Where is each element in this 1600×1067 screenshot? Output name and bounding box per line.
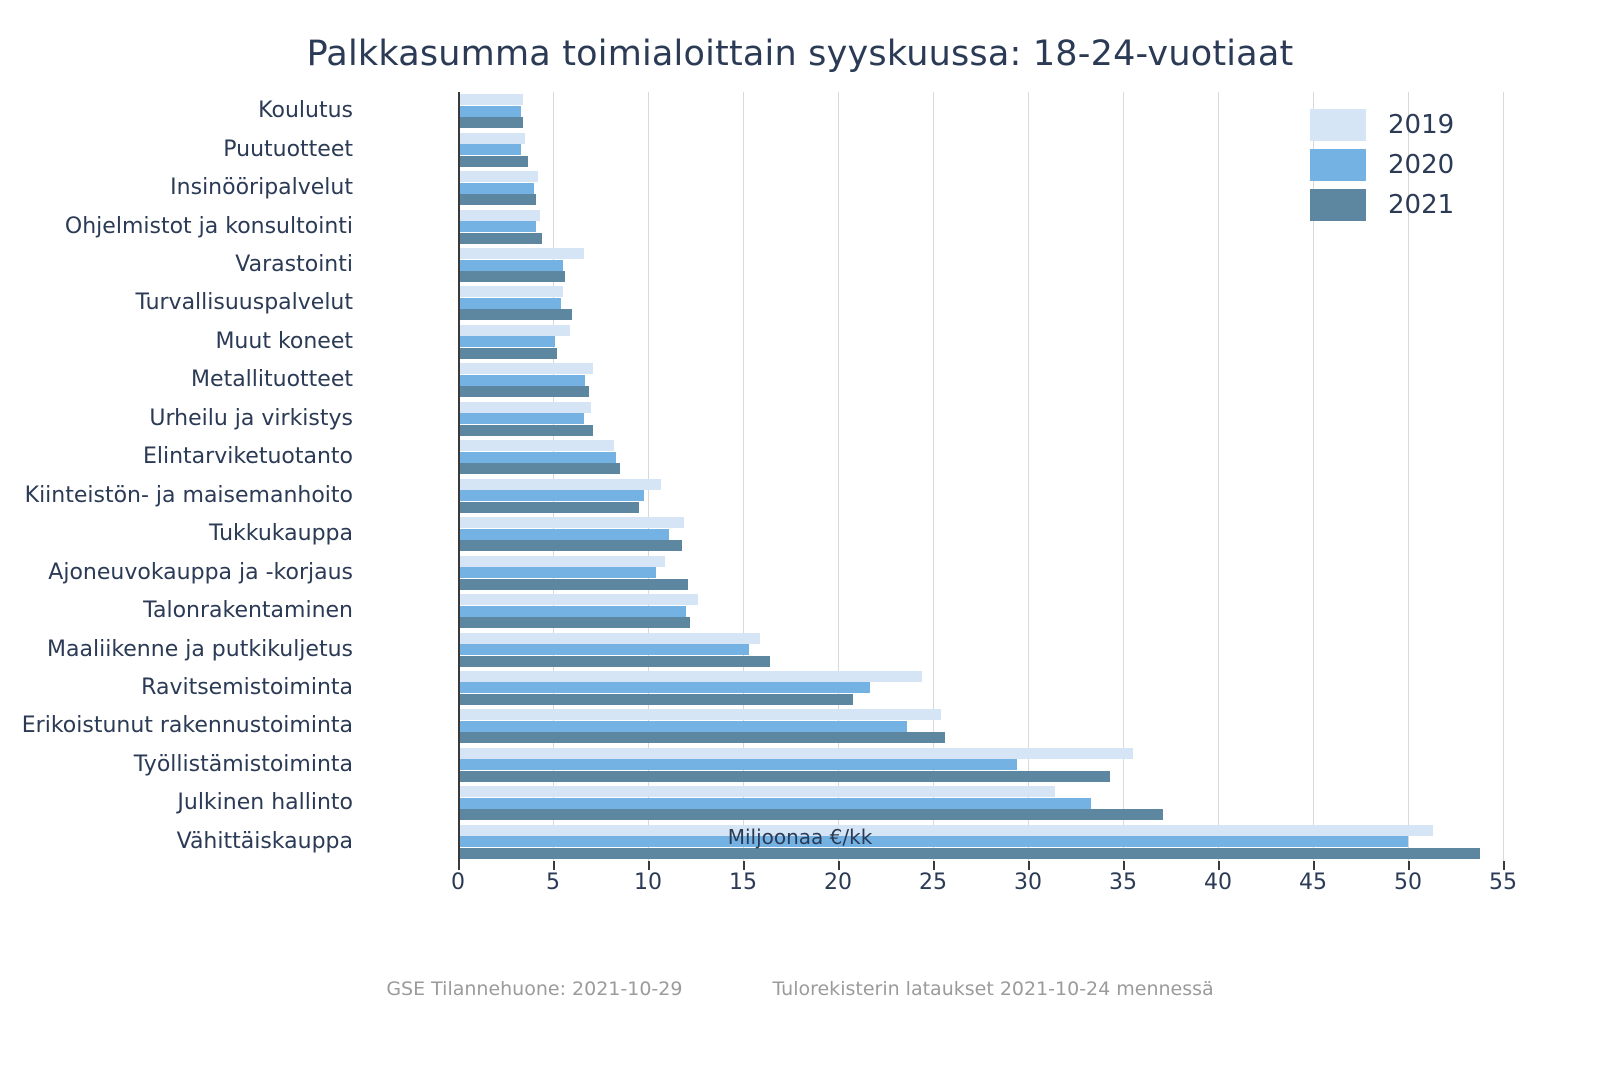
y-axis-category-label: Julkinen hallinto: [177, 790, 353, 816]
footer-source-right: Tulorekisterin lataukset 2021-10-24 mennessä: [772, 978, 1214, 1000]
x-tick-label: 40: [1204, 870, 1232, 895]
gridline: [553, 92, 554, 861]
legend-label-2019: 2019: [1388, 110, 1455, 140]
bar-2019: [460, 363, 593, 374]
bar-2021: [460, 540, 682, 551]
bar-2019: [460, 786, 1055, 797]
bar-2020: [460, 606, 686, 617]
chart-legend: [1310, 105, 1510, 225]
bar-group: [460, 709, 1503, 743]
x-tick-mark: [1313, 861, 1315, 870]
chart-title: Palkkasumma toimialoittain syyskuussa: 18-24-vuotiaat: [306, 34, 1294, 74]
x-tick-mark: [743, 861, 745, 870]
x-tick-label: 0: [451, 870, 465, 895]
y-axis-category-label: Puutuotteet: [223, 136, 353, 162]
bar-2019: [460, 402, 591, 413]
bar-2019: [460, 671, 922, 682]
legend-swatch-icon-2020: [1310, 149, 1366, 181]
bar-2020: [460, 644, 749, 655]
legend-swatch-icon-2019: [1310, 109, 1366, 141]
y-axis-category-label: Urheilu ja virkistys: [149, 405, 353, 431]
gridline: [648, 92, 649, 861]
x-tick-label: 20: [824, 870, 852, 895]
bar-2019: [460, 94, 523, 105]
bar-2019: [460, 633, 760, 644]
bar-2020: [460, 490, 644, 501]
bar-2019: [460, 248, 584, 259]
y-axis-category-label: Koulutus: [258, 98, 353, 124]
bar-group: [460, 633, 1503, 667]
bar-2019: [460, 210, 540, 221]
bar-2020: [460, 798, 1091, 809]
bar-2019: [460, 171, 538, 182]
bar-group: [460, 440, 1503, 474]
bar-2020: [460, 221, 536, 232]
bar-2020: [460, 452, 616, 463]
bar-2021: [460, 194, 536, 205]
bar-2021: [460, 656, 770, 667]
x-tick-mark: [648, 861, 650, 870]
bar-2020: [460, 759, 1017, 770]
legend-item-2021[interactable]: [1310, 185, 1510, 225]
gridline: [1123, 92, 1124, 861]
bar-group: [460, 671, 1503, 705]
gridline: [838, 92, 839, 861]
bar-2021: [460, 809, 1163, 820]
chart-footer: [0, 978, 1600, 1000]
bar-2021: [460, 771, 1110, 782]
bar-group: [460, 363, 1503, 397]
bar-2019: [460, 748, 1133, 759]
x-tick-label: 15: [729, 870, 757, 895]
bar-2020: [460, 375, 585, 386]
x-tick-label: 50: [1394, 870, 1422, 895]
x-tick-label: 55: [1489, 870, 1517, 895]
x-axis-title: Miljoonaa €/kk: [727, 825, 873, 849]
x-tick-mark: [1503, 861, 1505, 870]
legend-item-2019[interactable]: [1310, 105, 1510, 145]
bar-2021: [460, 117, 523, 128]
bar-group: [460, 402, 1503, 436]
bar-2021: [460, 425, 593, 436]
bar-2020: [460, 682, 870, 693]
y-axis-line: [458, 92, 460, 861]
gridline: [933, 92, 934, 861]
bar-2019: [460, 133, 525, 144]
y-axis-category-label: Insinööripalvelut: [170, 175, 353, 201]
bar-2020: [460, 298, 561, 309]
y-axis-category-label: Maaliikenne ja putkikuljetus: [47, 636, 353, 662]
y-axis-category-label: Kiinteistön- ja maisemanhoito: [24, 482, 353, 508]
bar-2020: [460, 721, 907, 732]
bar-2021: [460, 309, 572, 320]
bar-group: [460, 517, 1503, 551]
bar-2020: [460, 529, 669, 540]
y-axis-category-label: Elintarviketuotanto: [142, 444, 353, 470]
y-axis-category-label: Työllistämistoiminta: [133, 751, 353, 777]
y-axis-category-label: Ravitsemistoiminta: [141, 674, 353, 700]
x-tick-label: 10: [634, 870, 662, 895]
bar-2021: [460, 848, 1480, 859]
bar-2020: [460, 106, 521, 117]
bar-group: [460, 748, 1503, 782]
footer-source-left: GSE Tilannehuone: 2021-10-29: [386, 978, 683, 1000]
bar-2020: [460, 260, 563, 271]
bar-group: [460, 248, 1503, 282]
x-tick-mark: [1408, 861, 1410, 870]
x-tick-label: 25: [919, 870, 947, 895]
bar-2020: [460, 567, 656, 578]
bar-2019: [460, 517, 684, 528]
legend-swatch-icon-2021: [1310, 189, 1366, 221]
bar-2021: [460, 617, 690, 628]
bar-2021: [460, 156, 528, 167]
legend-label-2020: 2020: [1388, 150, 1455, 180]
bar-2021: [460, 579, 688, 590]
gridline: [1218, 92, 1219, 861]
x-tick-label: 35: [1109, 870, 1137, 895]
y-axis-category-label: Talonrakentaminen: [143, 598, 353, 624]
bar-2019: [460, 325, 570, 336]
x-tick-mark: [553, 861, 555, 870]
y-axis-category-label: Metallituotteet: [191, 367, 353, 393]
legend-label-2021: 2021: [1388, 190, 1455, 220]
x-tick-mark: [458, 861, 460, 870]
gridline: [1028, 92, 1029, 861]
bar-group: [460, 786, 1503, 820]
bar-group: [460, 479, 1503, 513]
bar-2021: [460, 271, 565, 282]
bar-group: [460, 325, 1503, 359]
bar-2020: [460, 413, 584, 424]
bar-2020: [460, 144, 521, 155]
bar-group: [460, 556, 1503, 590]
bar-2019: [460, 594, 698, 605]
bar-2021: [460, 348, 557, 359]
bar-2019: [460, 556, 665, 567]
x-tick-mark: [933, 861, 935, 870]
bar-2019: [460, 479, 661, 490]
y-axis-category-label: Turvallisuuspalvelut: [135, 290, 353, 316]
legend-item-2020[interactable]: [1310, 145, 1510, 185]
x-tick-mark: [1123, 861, 1125, 870]
bar-2021: [460, 386, 589, 397]
bar-group: [460, 594, 1503, 628]
bar-group: [460, 286, 1503, 320]
x-tick-label: 45: [1299, 870, 1327, 895]
x-tick-label: 30: [1014, 870, 1042, 895]
bar-2021: [460, 233, 542, 244]
bar-2020: [460, 183, 534, 194]
bar-2020: [460, 336, 555, 347]
bar-2019: [460, 440, 614, 451]
x-tick-mark: [1028, 861, 1030, 870]
bar-2021: [460, 732, 945, 743]
bar-2019: [460, 286, 563, 297]
y-axis-category-label: Tukkukauppa: [209, 521, 353, 547]
y-axis-category-label: Erikoistunut rakennustoiminta: [21, 713, 353, 739]
bar-2019: [460, 709, 941, 720]
y-axis-category-label: Ajoneuvokauppa ja -korjaus: [48, 559, 353, 585]
x-tick-mark: [838, 861, 840, 870]
y-axis-category-label: Vähittäiskauppa: [176, 828, 353, 854]
y-axis-category-label: Varastointi: [235, 252, 353, 278]
x-tick-label: 5: [546, 870, 560, 895]
y-axis-category-label: Muut koneet: [215, 328, 353, 354]
bar-2021: [460, 694, 853, 705]
bar-2021: [460, 502, 639, 513]
x-tick-mark: [1218, 861, 1220, 870]
y-axis-category-label: Ohjelmistot ja konsultointi: [64, 213, 353, 239]
bar-2021: [460, 463, 620, 474]
gridline: [743, 92, 744, 861]
